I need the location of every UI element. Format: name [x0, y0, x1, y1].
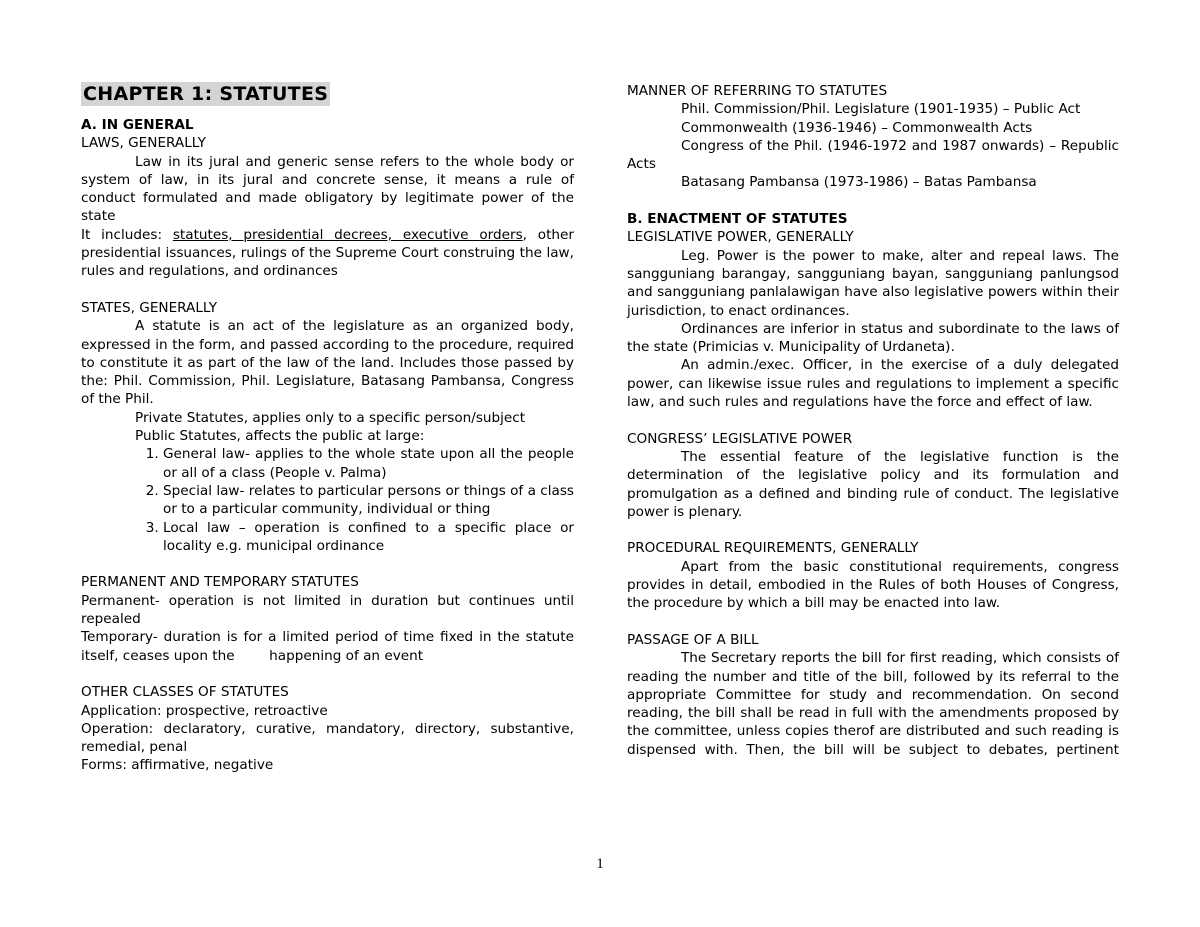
- congress-power-heading: CONGRESS’ LEGISLATIVE POWER: [627, 430, 853, 447]
- procedural-heading: PROCEDURAL REQUIREMENTS, GENERALLY: [627, 540, 919, 557]
- section-a-heading: A. IN GENERAL: [81, 117, 194, 133]
- passage-paragraph: The Secretary reports the bill for first reading, which consists of reading the number and title of the bill, followed by its referral to the appropriate Committee for study and recommendation. On second reading, the bill shall be read in full with the amendments proposed by the committee, unless copies therof are distributed and such reading is dispensed with. Then, the bill will be subject to debates, pertinent: [627, 650, 1119, 758]
- includes-paragraph: [81, 226, 574, 281]
- forms-line: Forms: affirmative, negative: [81, 757, 274, 774]
- manner-item: Commonwealth (1936-1946) – Commonwealth Acts: [681, 119, 1033, 136]
- legislative-paragraph-1: Leg. Power is the power to make, alter and repeal laws. The sangguniang barangay, sangguniang bayan, sangguniang panlungsod and sangguniang panlalawigan have also legislative powers within their jurisdiction, to enact ordinances.: [627, 247, 1119, 319]
- temporary-paragraph: Temporary- duration is for a limited period of time fixed in the statute itself, ceases upon the happening of an event: [81, 629, 579, 664]
- permanent-paragraph: Permanent- operation is not limited in duration but continues until repealed: [81, 592, 574, 628]
- list-item: 3. Local law – operation is confined to a specific place or locality e.g. municipal ordinance: [163, 519, 574, 556]
- public-statutes: Public Statutes, affects the public at large:: [135, 428, 425, 445]
- statute-definition: A statute is an act of the legislature as an organized body, expressed in the form, and passed according to the procedure, required to constitute it as part of the law of the land. Includes those passed by the: Phil. Commission, Phil. Legislature, Batasang Pambansa, Congress of the Phil.: [81, 318, 574, 408]
- legislative-power-heading: LEGISLATIVE POWER, GENERALLY: [627, 229, 854, 246]
- other-classes-heading: OTHER CLASSES OF STATUTES: [81, 684, 289, 701]
- legislative-paragraph-2: Ordinances are inferior in status and subordinate to the laws of the state (Primicias v. Municipality of Urdaneta).: [627, 320, 1119, 356]
- public-statutes-list: [81, 445, 574, 555]
- congress-paragraph: The essential feature of the legislative function is the determination of the legislative policy and its formulation and promulgation as a defined and binding rule of conduct. The legislative power is plenary.: [627, 448, 1119, 520]
- page-number: 1: [596, 856, 604, 872]
- includes-underlined: statutes, presidential decrees, executive orders: [172, 226, 523, 243]
- states-generally-heading: STATES, GENERALLY: [81, 299, 218, 316]
- operation-line: Operation: declaratory, curative, mandatory, directory, substantive, remedial, penal: [81, 720, 574, 756]
- laws-generally-heading: LAWS, GENERALLY: [81, 135, 206, 152]
- section-b-heading: B. ENACTMENT OF STATUTES: [627, 211, 848, 228]
- legislative-paragraph-3: An admin./exec. Officer, in the exercise of a duly delegated power, can likewise issue rules and regulations to implement a specific law, and such rules and regulations have the force and effect of law.: [627, 357, 1119, 411]
- includes-rest: , other presidential issuances, rulings of the Supreme Court construing the law, rules and regulations, and ordinances: [81, 226, 574, 280]
- list-item: 2. Special law- relates to particular persons or things of a class or to a particular community, individual or thing: [163, 482, 574, 519]
- application-line: Application: prospective, retroactive: [81, 702, 328, 719]
- right-column: [627, 82, 1119, 759]
- manner-item: Congress of the Phil. (1946-1972 and 1987 onwards) – Republic Acts: [627, 137, 1119, 173]
- private-statutes: Private Statutes, applies only to a specific person/subject: [135, 409, 526, 426]
- list-item: 1. General law- applies to the whole state upon all the people or all of a class (People v. Palma): [163, 445, 574, 482]
- passage-heading: PASSAGE OF A BILL: [627, 631, 759, 648]
- laws-paragraph: Law in its jural and generic sense refers to the whole body or system of law, in its jural and concrete sense, it means a rule of conduct formulated and made obligatory by legitimate power of the state: [81, 153, 574, 225]
- manner-item: Batasang Pambansa (1973-1986) – Batas Pambansa: [681, 174, 1037, 191]
- includes-prefix: It includes:: [81, 226, 173, 243]
- manner-item: Phil. Commission/Phil. Legislature (1901-1935) – Public Act: [681, 101, 1081, 118]
- procedural-paragraph: Apart from the basic constitutional requirements, congress provides in detail, embodied in the Rules of both Houses of Congress, the procedure by which a bill may be enacted into law.: [627, 558, 1119, 612]
- manner-heading: MANNER OF REFERRING TO STATUTES: [627, 83, 888, 99]
- left-column: [81, 82, 579, 775]
- chapter-title: CHAPTER 1: STATUTES: [83, 83, 329, 105]
- permanent-temporary-heading: PERMANENT AND TEMPORARY STATUTES: [81, 574, 359, 591]
